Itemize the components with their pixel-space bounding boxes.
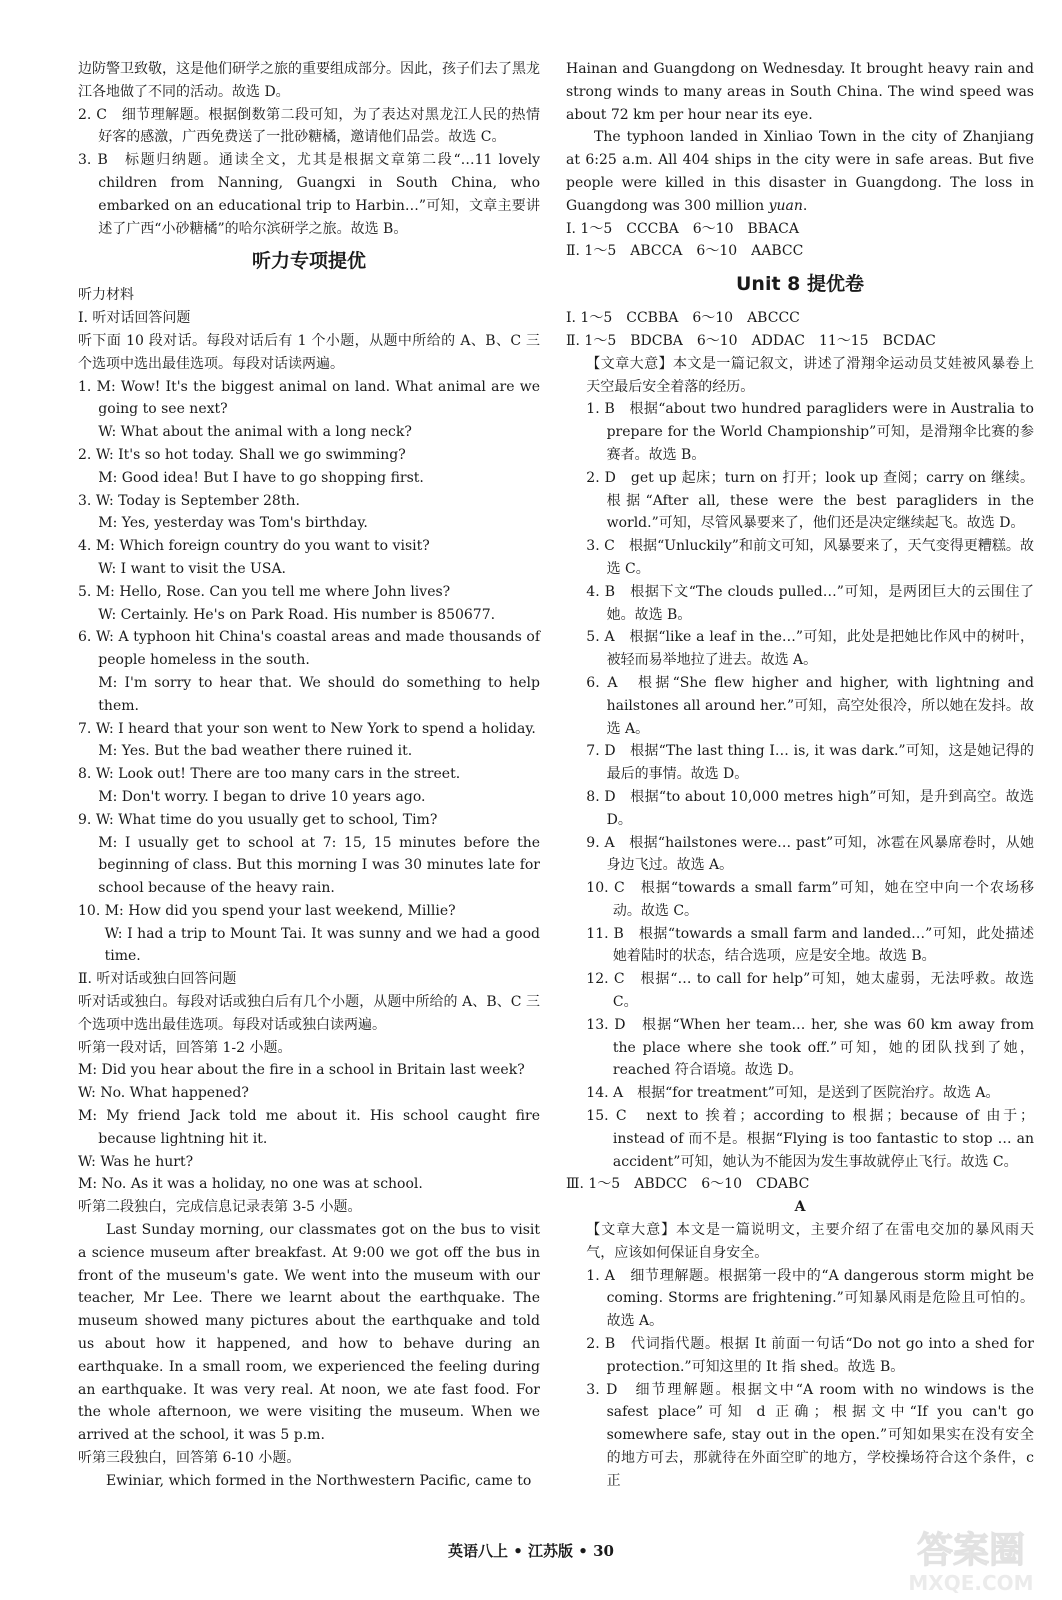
section-heading-unit8: Unit 8 提优卷 [736, 273, 864, 296]
item-number: 4. [78, 538, 96, 555]
item-number: 8. [78, 766, 96, 783]
explanation-item: 15. C next to 挨着；according to 根据；because of 由于；instead of 而不是。根据“Flying is too fantastic to stop … an accident”可知，她认为不能因为发生事故就停止飞行。故选 C。 [586, 1108, 1034, 1170]
dialogue [78, 900, 540, 968]
dialogue-line: W: Certainly. He's on Park Road. His number is 850677. [98, 606, 496, 623]
explanation-item: 14. A 根据“for treatment”可知，是送到了医院治疗。故选 A。 [586, 1085, 1000, 1102]
explanation-item: 12. C 根据“… to call for help”可知，她太虚弱，无法呼救。故选 C。 [586, 971, 1034, 1011]
item-number: 1. [78, 378, 97, 395]
dialogue [78, 376, 540, 444]
dialogue-line: 3. W: Today is September 28th. [78, 492, 300, 509]
dialogue [78, 490, 540, 536]
dialogue [78, 535, 540, 581]
dialogue-line: M: Yes. But the bad weather there ruined it. [98, 743, 413, 760]
item-number: 5. [78, 583, 96, 600]
explanation-item: 3. C 根据“Unluckily”和前文可知，风暴要来了，天气变得更糟糕。故选 C。 [586, 538, 1034, 577]
dialogue [78, 718, 540, 764]
monologue-paragraph: Ewiniar, which formed in the Northwestern Pacific, came to [106, 1472, 532, 1489]
explanation-list [566, 1265, 1034, 1493]
item-number: 3. [78, 492, 96, 509]
item-number: 2. [78, 446, 96, 463]
monologue-paragraph: Last Sunday morning, our classmates got on the bus to visit a science museum after breakfast. At 9:00 we got off the bus in front of the museum's gate. We went into the museum with our teacher, Mr Lee. There we learnt about the earthquake. The museum showed many pictures about the earthquake and told us about how it happened, and how to behave during an earthquake. In a small room, we experienced the feeling during an earthquake. It was very real. At noon, we ate fast food. For the whole afternoon, we were visiting the museum. When we arrived at the school, it was 5 p.m. [78, 1222, 540, 1444]
explanation-item: 6. A 根据“She flew higher and higher, with lightning and hailstones all around her.”可知，高空处很冷，所以她在发抖。故选 A。 [586, 674, 1034, 737]
explanation-item: 11. B 根据“towards a small farm and landed…”可知，此处描述她着陆时的状态，结合选项，应是安全地。故选 B。 [586, 925, 1034, 965]
answer-key-line: Ⅱ. 1～5 BDCBA 6～10 ADDAC 11～15 BCDAC [566, 332, 936, 349]
explanation-item: 1. A 细节理解题。根据第一段中的“A dangerous storm might be coming. Storms are frightening.”可知暴风雨是危险且可怕的。故选 A。 [586, 1267, 1034, 1330]
dialogue-line: M: My friend Jack told me about it. His school caught fire because lightning hit it. [78, 1108, 540, 1147]
monologue-paragraph: Hainan and Guangdong on Wednesday. It brought heavy rain and strong winds to many areas in South China. The wind speed was about 72 km per hour near its eye. [566, 61, 1034, 123]
dialogue-line: 5. M: Hello, Rose. Can you tell me where John lives? [78, 583, 451, 600]
explanation-list [566, 398, 1034, 1173]
watermark-logo [896, 1518, 1046, 1596]
dialogue-line: W: No. What happened? [78, 1085, 249, 1102]
sub-instruction: 听第二段独白，完成信息记录表第 3-5 小题。 [78, 1199, 362, 1216]
material-label: 听力材料 [78, 287, 134, 304]
section-title: Ⅱ. 听对话或独白回答问题 [78, 971, 237, 988]
item-number: 6. [78, 629, 96, 646]
article-summary: 【文章大意】本文是一篇说明文，主要介绍了在雷电交加的暴风雨天气，应该如何保证自身安全。 [586, 1222, 1034, 1261]
dialogue-line: M: No. As it was a holiday, no one was at school. [78, 1176, 423, 1193]
dialogue-line: W: What about the animal with a long neck? [98, 424, 412, 441]
passage-label: A [794, 1199, 806, 1216]
watermark-url: MXQE.COM [908, 1571, 1034, 1595]
right-column [566, 58, 1034, 1493]
watermark-text: 答案圈 [916, 1530, 1026, 1571]
dialogue-line: M: Don't worry. I began to drive 10 years ago. [98, 788, 426, 805]
section-title: Ⅰ. 听对话回答问题 [78, 310, 191, 327]
dialogue-list [78, 376, 540, 969]
answer-item: 3. B 标题归纳题。通读全文，尤其是根据文章第二段“…11 lovely children from Nanning, Guangxi in South China, who embarked on an educational trip to Harbin…”可知，文章主要讲述了广西“小砂糖橘”的哈尔滨研学之旅。故选 B。 [78, 152, 540, 237]
explanation-item: 3. D 细节理解题。根据文中“A room with no windows is the safest place”可知 d 正确；根据文中“If you can't go somewhere safe, stay out in the open.”可知如果实在没有安全的地方可去，那就待在外面空旷的地方，学校操场符合这个条件，c 正 [586, 1381, 1034, 1489]
explanation-item: 7. D 根据“The last thing I… is, it was dark.”可知，这是她记得的最后的事情。故选 D。 [586, 743, 1034, 783]
dialogue-line: M: Did you hear about the fire in a school in Britain last week? [78, 1062, 525, 1079]
paragraph: 边防警卫致敬，这是他们研学之旅的重要组成部分。因此，孩子们去了黑龙江各地做了不同的活动。故选 D。 [78, 61, 540, 100]
explanation-item: 9. A 根据“hailstones were… past”可知，冰雹在风暴席卷时，从她身边飞过。故选 A。 [586, 834, 1034, 874]
dialogue [78, 626, 540, 717]
answer-key-line: Ⅲ. 1～5 ABDCC 6～10 CDABC [566, 1176, 810, 1193]
explanation-item: 2. D get up 起床；turn on 打开；look up 查阅；carry on 继续。根据“After all, these were the best paragliders in the world.”可知，尽管风暴要来了，他们还是决定继续起飞。故选 D。 [586, 469, 1034, 532]
dialogue-line: W: Was he hurt? [78, 1153, 194, 1170]
instruction: 听对话或独白。每段对话或独白后有几个小题，从题中所给的 A、B、C 三个选项中选出最佳选项。每段对话或独白读两遍。 [78, 994, 540, 1033]
left-column [78, 58, 540, 1493]
dialogue [78, 444, 540, 490]
dialogue-line: 9. W: What time do you usually get to school, Tim? [78, 811, 438, 828]
item-number: 10. [78, 902, 105, 919]
dialogue-line: 10. M: How did you spend your last weekend, Millie? [78, 902, 456, 919]
dialogue-line: M: Good idea! But I have to go shopping first. [98, 469, 424, 486]
dialogue-line: 6. W: A typhoon hit China's coastal areas and made thousands of people homeless in the south. [78, 629, 540, 669]
answer-item: 2. C 细节理解题。根据倒数第二段可知，为了表达对黑龙江人民的热情好客的感激，广西免费送了一批砂糖橘，邀请他们品尝。故选 C。 [78, 106, 540, 146]
sub-instruction: 听第一段对话，回答第 1-2 小题。 [78, 1039, 292, 1056]
answer-key-line: Ⅱ. 1～5 ABCCA 6～10 AABCC [566, 243, 804, 260]
explanation-item: 2. B 代词指代题。根据 It 前面一句话“Do not go into a shed for protection.”可知这里的 It 指 shed。故选 B。 [586, 1336, 1034, 1375]
dialogue-line: 7. W: I heard that your son went to New York to spend a holiday. [78, 720, 536, 737]
page-footer: 英语八上 • 江苏版 • 30 [448, 1542, 614, 1560]
dialogue-line: M: Yes, yesterday was Tom's birthday. [98, 515, 368, 532]
dialogue [78, 763, 540, 809]
item-number: 7. [78, 720, 96, 737]
article-summary: 【文章大意】本文是一篇记叙文，讲述了滑翔伞运动员艾娃被风暴卷上天空最后安全着落的经历。 [586, 355, 1034, 395]
item-number: 9. [78, 811, 96, 828]
dialogue [78, 809, 540, 900]
explanation-item: 8. D 根据“to about 10,000 metres high”可知，是升到高空。故选 D。 [586, 788, 1034, 828]
monologue-paragraph: The typhoon landed in Xinliao Town in the city of Zhanjiang at 6:25 a.m. All 404 ships in the city were in safe areas. But five people were killed in this disaster in Guangdong. The loss in Guangdong was 300 million yuan. [566, 129, 1034, 214]
answer-key-line: Ⅰ. 1～5 CCCBA 6～10 BBACA [566, 220, 800, 237]
dialogue-line: M: I'm sorry to hear that. We should do something to help them. [98, 674, 540, 714]
explanation-item: 1. B 根据“about two hundred paragliders were in Australia to prepare for the World Championship”可知，是滑翔伞比赛的参赛者。故选 B。 [586, 401, 1034, 463]
dialogue-line: M: I usually get to school at 7: 15, 15 minutes before the beginning of class. But this morning I was 30 minutes late for school because of the heavy rain. [98, 834, 540, 897]
explanation-item: 5. A 根据“like a leaf in the…”可知，此处是把她比作风中的树叶，被轻而易举地拉了进去。故选 A。 [586, 629, 1034, 669]
dialogue-line: 1. M: Wow! It's the biggest animal on land. What animal are we going to see next? [78, 378, 540, 418]
dialogue [78, 581, 540, 627]
dialogue-line: 8. W: Look out! There are too many cars in the street. [78, 766, 461, 783]
sub-instruction: 听第三段独白，回答第 6-10 小题。 [78, 1450, 301, 1467]
dialogue-line: W: I want to visit the USA. [98, 560, 286, 577]
explanation-item: 4. B 根据下文“The clouds pulled…”可知，是两团巨大的云围住了她。故选 B。 [586, 583, 1034, 623]
instruction: 听下面 10 段对话。每段对话后有 1 个小题，从题中所给的 A、B、C 三个选项中选出最佳选项。每段对话读两遍。 [78, 332, 540, 372]
explanation-item: 13. D 根据“When her team… her, she was 60 km away from the place where she took off.”可知，她的团队找到了她，reached 符合语境。故选 D。 [586, 1016, 1034, 1079]
explanation-item: 10. C 根据“towards a small farm”可知，她在空中向一个农场移动。故选 C。 [586, 880, 1034, 919]
answer-key-line: Ⅰ. 1～5 CCBBA 6～10 ABCCC [566, 310, 800, 327]
dialogue-line: 4. M: Which foreign country do you want to visit? [78, 538, 430, 555]
dialogue-line: 2. W: It's so hot today. Shall we go swimming? [78, 446, 406, 463]
section-heading-listening: 听力专项提优 [251, 250, 366, 273]
dialogue-line: W: I had a trip to Mount Tai. It was sunny and we had a good time. [104, 925, 540, 965]
